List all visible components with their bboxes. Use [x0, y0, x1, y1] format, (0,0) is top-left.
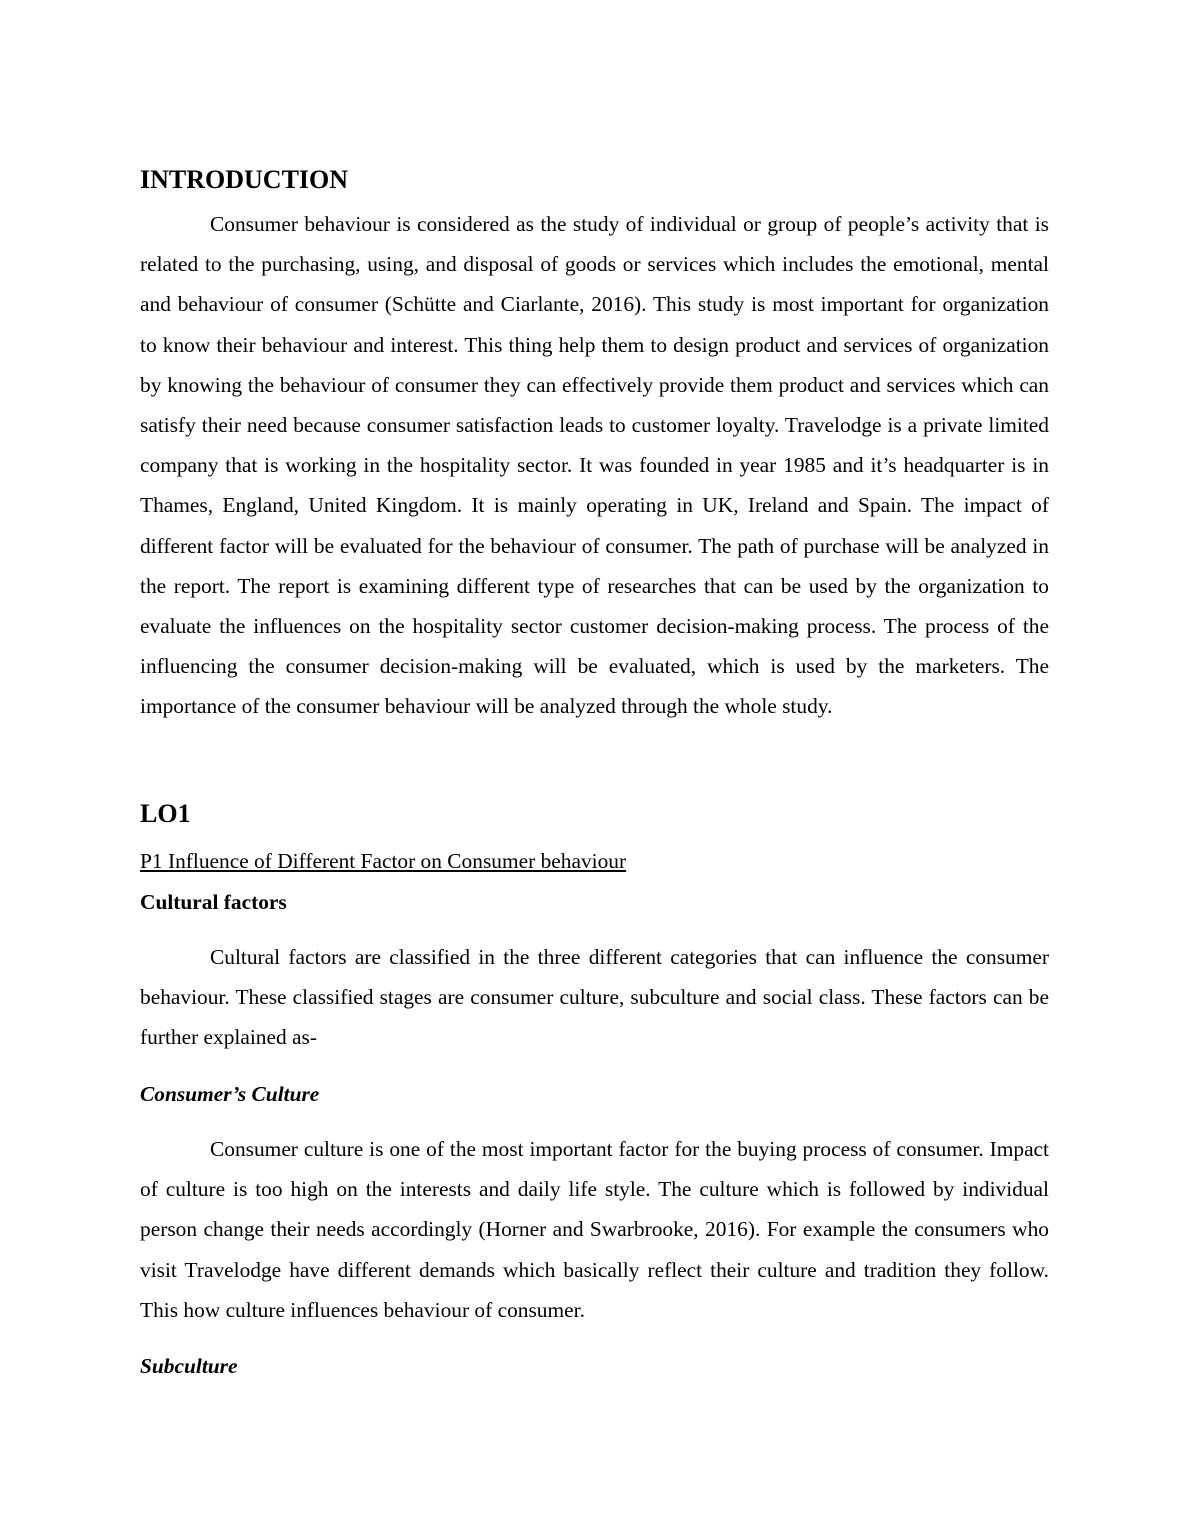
lo1-heading: LO1 [140, 799, 191, 828]
cultural-factors-heading: Cultural factors [140, 890, 287, 914]
consumer-culture-heading: Consumer’s Culture [140, 1082, 320, 1106]
p1-section-heading: P1 Influence of Different Factor on Consumer behaviour [140, 849, 627, 873]
consumer-culture-paragraph: Consumer culture is one of the most important factor for the buying process of consumer. Impact of culture is too high on the interests and daily life style. The culture which is followed by individual person change their needs accordingly (Horner and Swarbrooke, 2016). For example the consumers who visit Travelodge have different demands which basically reflect their culture and tradition they follow. This how culture influences behaviour of consumer. [140, 1137, 1049, 1322]
intro-paragraph: Consumer behaviour is considered as the study of individual or group of people’s activity that is related to the purchasing, using, and disposal of goods or services which includes the emotional, mental and behaviour of consumer (Schütte and Ciarlante, 2016). This study is most important for organization to know their behaviour and interest. This thing help them to design product and services of organization by knowing the behaviour of consumer they can effectively provide them product and services which can satisfy their need because consumer satisfaction leads to customer loyalty. Travelodge is a private limited company that is working in the hospitality sector. It was founded in year 1985 and it’s headquarter is in Thames, England, United Kingdom. It is mainly operating in UK, Ireland and Spain. The impact of different factor will be evaluated for the behaviour of consumer. The path of purchase will be analyzed in the report. The report is examining different type of researches that can be used by the organization to evaluate the influences on the hospitality sector customer decision-making process. The process of the influencing the consumer decision-making will be evaluated, which is used by the marketers. The importance of the consumer behaviour will be analyzed through the whole study. [140, 212, 1049, 719]
cultural-factors-paragraph: Cultural factors are classified in the three different categories that can influence the consumer behaviour. These classified stages are consumer culture, subculture and social class. These factors can be further explained as- [140, 945, 1049, 1050]
intro-heading: INTRODUCTION [140, 165, 349, 194]
subculture-heading: Subculture [140, 1354, 238, 1378]
